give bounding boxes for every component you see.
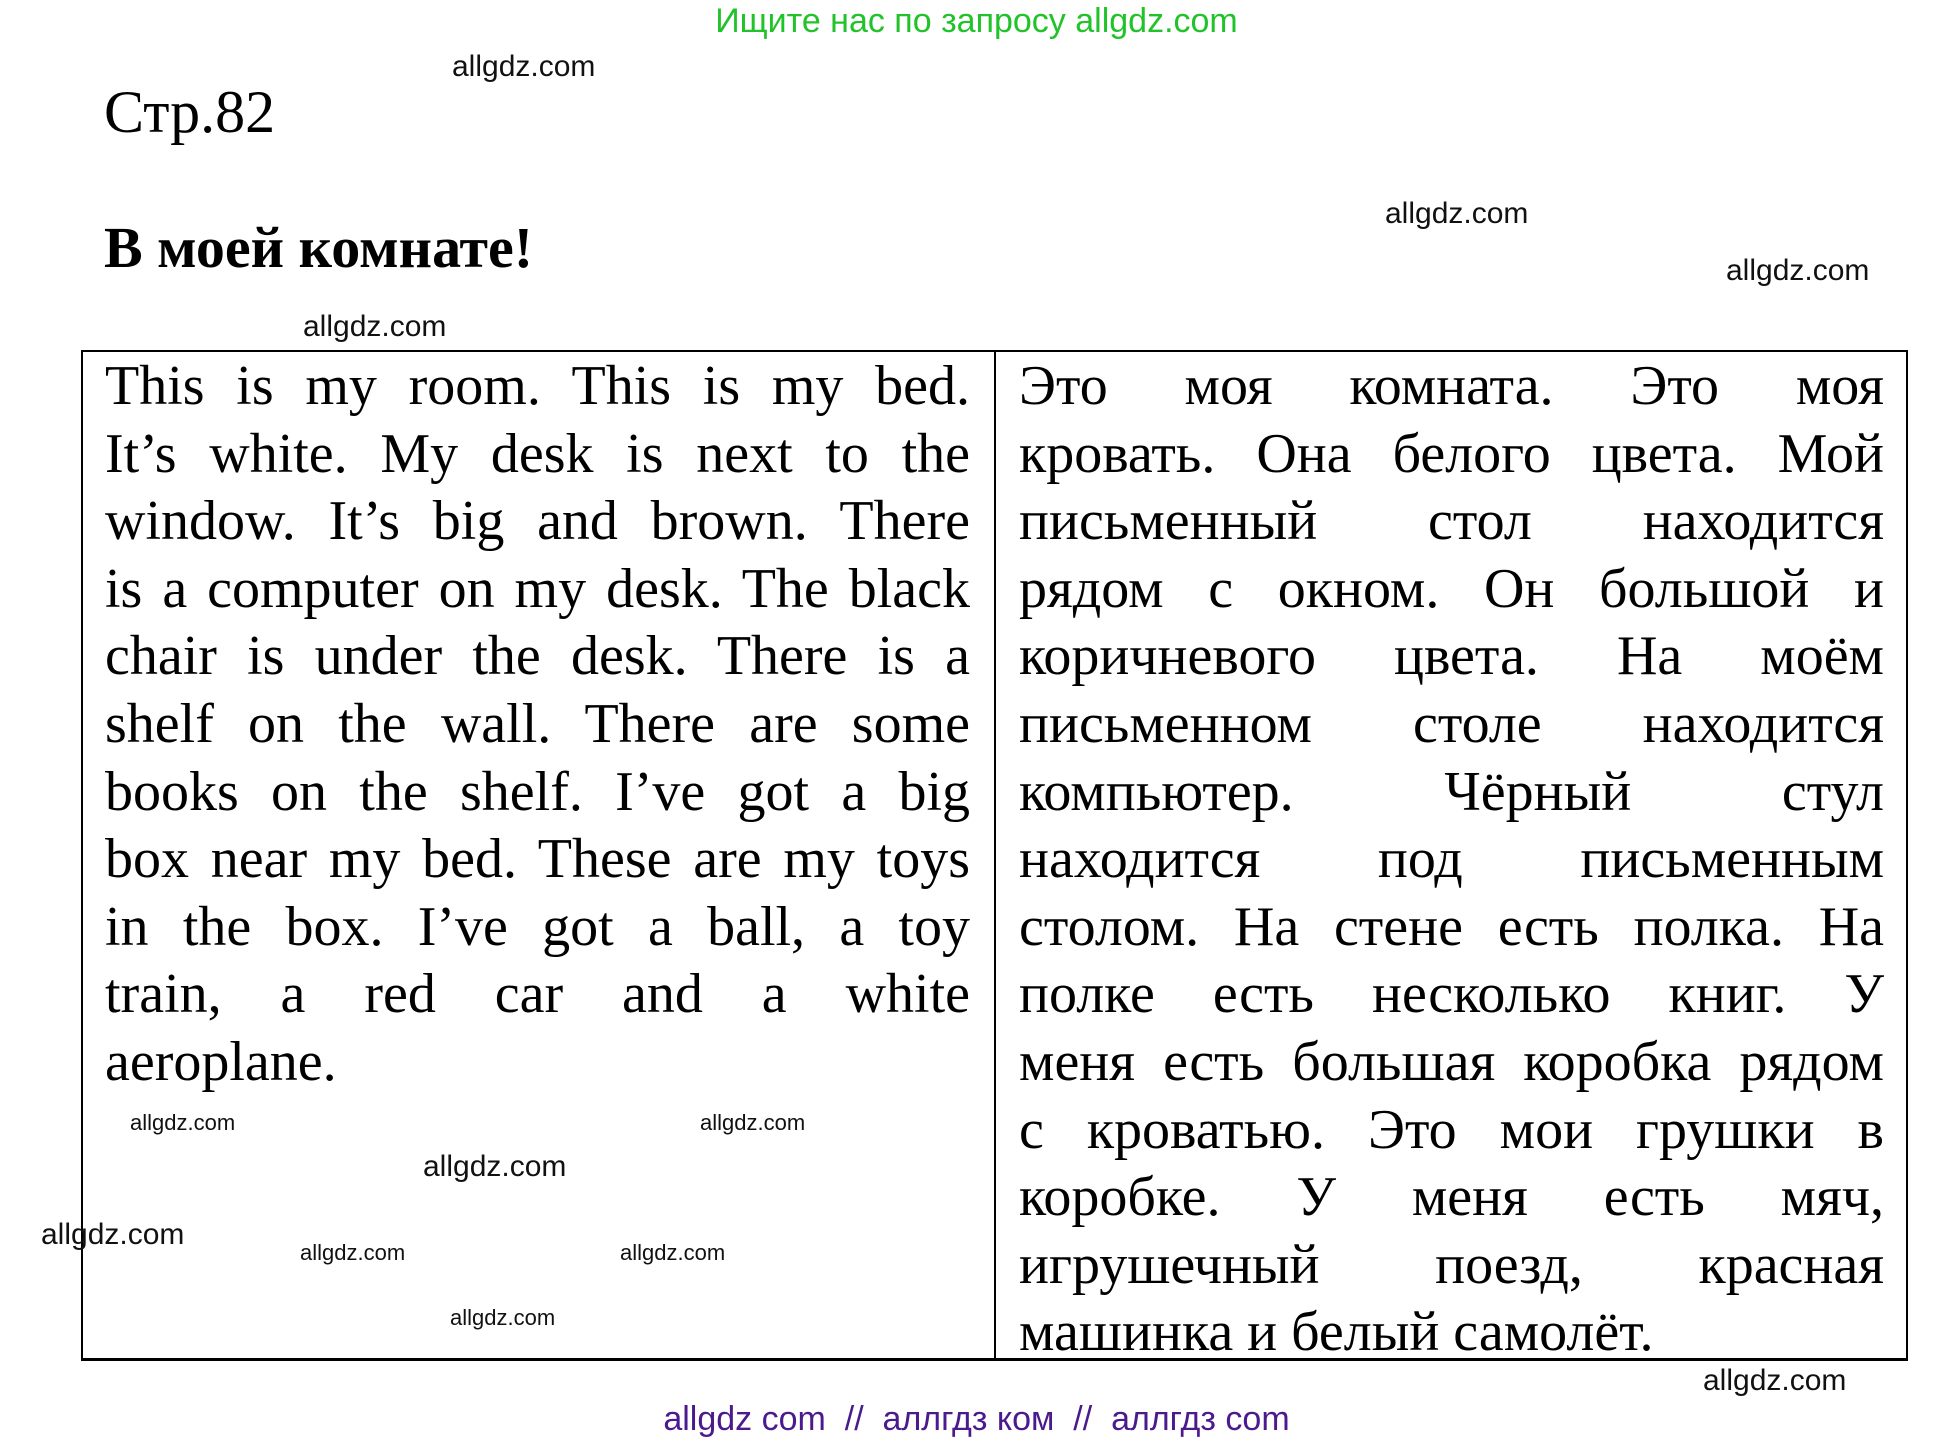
text-line: коробке. У меня есть мяч, [1019, 1166, 1884, 1229]
text-line: с кроватью. Это мои грушки в [1019, 1098, 1884, 1161]
watermark: allgdz.com [423, 1150, 567, 1183]
text-line: игрушечный поезд, красная [1019, 1233, 1884, 1296]
footer-links[interactable]: allgdz com // аллгдз ком // аллгдз com [663, 1400, 1290, 1438]
column-divider [994, 350, 996, 1361]
text-line: полке есть несколько книг. У [1019, 963, 1884, 1026]
text-line: письменном столе находится [1019, 692, 1884, 755]
text-line: компьютер. Чёрный стул [1019, 760, 1884, 823]
text-line: train, a red car and a white [105, 963, 970, 1026]
text-line: aeroplane. [105, 1030, 337, 1093]
watermark: allgdz.com [1726, 254, 1870, 287]
text-line: коричневого цвета. На моём [1019, 625, 1884, 688]
text-line: кровать. Она белого цвета. Мой [1019, 422, 1884, 485]
text-line: находится под письменным [1019, 828, 1884, 891]
russian-text [1019, 353, 1884, 1367]
text-line: рядом с окном. Он большой и [1019, 557, 1884, 620]
text-line: chair is under the desk. There is a [105, 625, 970, 688]
text-line: shelf on the wall. There are some [105, 692, 970, 755]
text-line: It’s white. My desk is next to the [105, 422, 970, 485]
watermark: allgdz.com [1385, 197, 1529, 230]
text-line: This is my room. This is my bed. [105, 355, 970, 417]
promo-link[interactable]: Ищите нас по запросу allgdz.com [715, 2, 1238, 40]
watermark: allgdz.com [300, 1240, 406, 1265]
text-line: is a computer on my desk. The black [105, 557, 970, 620]
watermark: allgdz.com [452, 50, 596, 83]
watermark: allgdz.com [620, 1240, 726, 1265]
page-heading: В моей комнате! [104, 215, 534, 280]
text-line: box near my bed. These are my toys [105, 828, 970, 891]
watermark: allgdz.com [41, 1218, 185, 1251]
text-line: Это моя комната. Это моя [1019, 355, 1884, 417]
watermark: allgdz.com [130, 1110, 236, 1135]
watermark: allgdz.com [303, 310, 447, 343]
text-line: window. It’s big and brown. There [105, 490, 970, 553]
text-line: меня есть большая коробка рядом [1019, 1030, 1884, 1093]
text-line: in the box. I’ve got a ball, a toy [105, 895, 970, 958]
english-text [105, 353, 970, 1097]
watermark: allgdz.com [1703, 1364, 1847, 1397]
text-line: машинка и белый самолёт. [1019, 1301, 1654, 1364]
text-line: books on the shelf. I’ve got a big [105, 760, 970, 823]
text-line: письменный стол находится [1019, 490, 1884, 553]
watermark: allgdz.com [700, 1110, 806, 1135]
watermark: allgdz.com [450, 1305, 556, 1330]
text-line: столом. На стене есть полка. На [1019, 895, 1884, 958]
page-label: Стр.82 [104, 79, 276, 145]
